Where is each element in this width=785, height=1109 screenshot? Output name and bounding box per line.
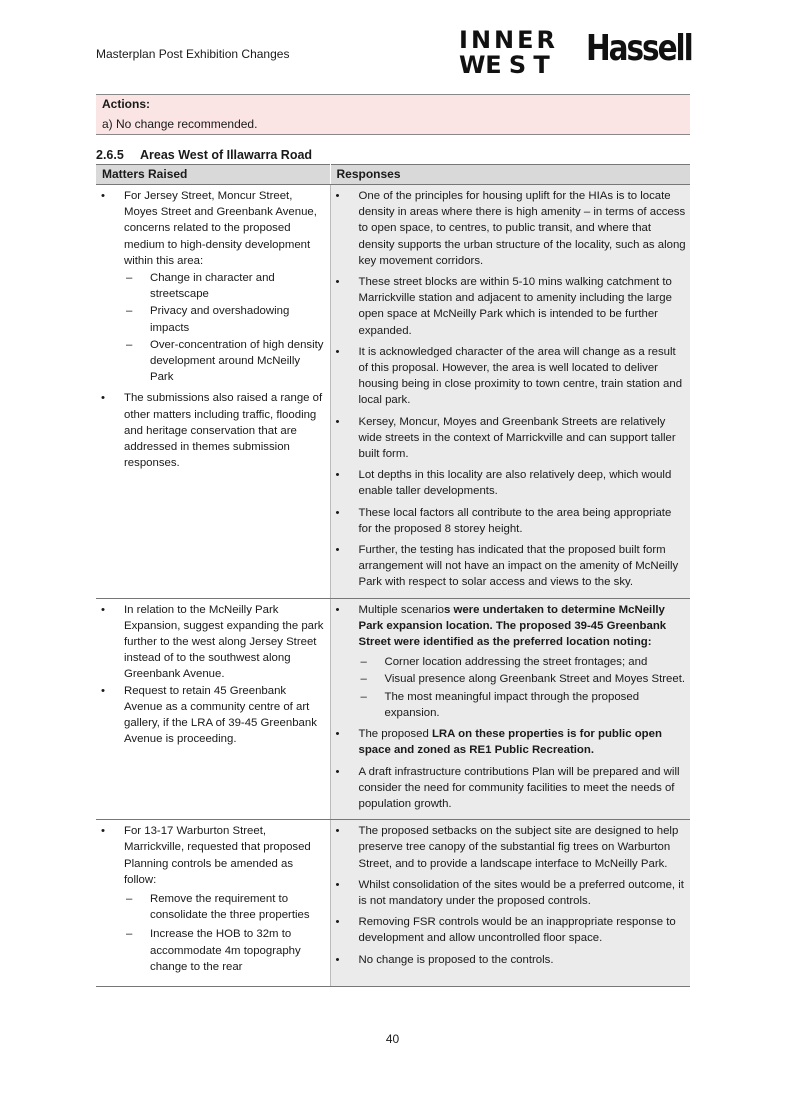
logo-letter: T bbox=[533, 51, 550, 79]
matter-subitem: ‒ Remove the requirement to consolidate the three properties bbox=[96, 891, 326, 923]
response-item: • One of the principles for housing uplift for the HIAs is to locate density in areas where there is high amenity – in terms of access to open space, to centres, to public transit, and where that density supports the urban structure of the locality, such as along key movement corridors. bbox=[331, 188, 687, 269]
table-header-row bbox=[96, 165, 690, 185]
response-item: • These street blocks are within 5-10 mins walking catchment to Marrickville station and adjacent to amenity including the large open space at McNeilly Park which is intended to be further expanded. bbox=[331, 274, 687, 339]
logo-letter: W bbox=[459, 51, 486, 79]
logo-letter: R bbox=[536, 26, 556, 54]
section-number: 2.6.5 bbox=[96, 148, 124, 162]
response-subitems bbox=[359, 654, 687, 721]
matter-item: • In relation to the McNeilly Park Expansion, suggest expanding the park further to the west along Jersey Street instead of to the southwest along Greenbank Avenue. bbox=[96, 602, 326, 683]
response-bold-text: s were undertaken to determine McNeilly Park expansion location. The proposed 39-45 Greenbank Street were identified as the preferred location noting: bbox=[358, 603, 667, 649]
response-subitem: – Corner location addressing the street frontages; and bbox=[331, 654, 687, 670]
response-text: The proposed bbox=[358, 728, 432, 741]
response-item: • Removing FSR controls would be an inappropriate response to development and allow uncontrolled floor space. bbox=[331, 914, 687, 946]
hassell-logo: Hassell bbox=[586, 28, 692, 69]
matter-item: • Request to retain 45 Greenbank Avenue as a community centre of art gallery, if the LRA of 39-45 Greenbank Avenue is proceeding. bbox=[96, 683, 326, 748]
actions-box bbox=[96, 94, 690, 135]
response-item: • Whilst consolidation of the sites would be a preferred outcome, it is not mandatory under the proposed controls. bbox=[331, 877, 687, 909]
matter-text: For Jersey Street, Moncur Street, Moyes Street and Greenbank Avenue, concerns related to the proposed medium to high-density development within this area: bbox=[124, 190, 317, 267]
response-item: • Further, the testing has indicated that the proposed built form arrangement will not have an impact on the amenity of McNeilly Park with respect to solar access and views to the sky. bbox=[331, 542, 687, 591]
document-header-title: Masterplan Post Exhibition Changes bbox=[96, 47, 290, 61]
logo-letter: E bbox=[517, 26, 534, 54]
response-item bbox=[331, 602, 687, 721]
matter-subitems bbox=[124, 891, 326, 975]
matters-responses-table bbox=[96, 164, 690, 987]
section-heading bbox=[96, 148, 312, 162]
response-item: • These local factors all contribute to the area being appropriate for the proposed 8 storey height. bbox=[331, 505, 687, 537]
table-row bbox=[96, 598, 690, 819]
matter-item bbox=[96, 188, 326, 385]
response-subitem: – The most meaningful impact through the proposed expansion. bbox=[331, 689, 687, 721]
logo-letter: E bbox=[485, 51, 502, 79]
matter-subitem: – Privacy and overshadowing impacts bbox=[96, 303, 326, 335]
response-bold-text: LRA on these properties is for public open space and zoned as RE1 Public Recreation. bbox=[358, 728, 662, 757]
responses-cell bbox=[330, 185, 690, 599]
column-header-matters: Matters Raised bbox=[96, 165, 330, 185]
table-row bbox=[96, 820, 690, 987]
response-item: • Kersey, Moncur, Moyes and Greenbank Streets are relatively wide streets in the context of Marrickville and can support taller built form. bbox=[331, 414, 687, 463]
matter-item: • The submissions also raised a range of other matters including traffic, flooding and heritage conservation that are addressed in themes submission responses. bbox=[96, 390, 326, 471]
response-text: Multiple scenario bbox=[358, 603, 444, 616]
response-item: • A draft infrastructure contributions Plan will be prepared and will consider the need for community facilities to meet the needs of population growth. bbox=[331, 764, 687, 813]
matter-subitem: ‒ Increase the HOB to 32m to accommodate 4m topography change to the rear bbox=[96, 926, 326, 975]
matters-cell bbox=[96, 820, 330, 987]
page-number: 40 bbox=[385, 1032, 400, 1046]
table-row bbox=[96, 185, 690, 599]
response-subitem: – Visual presence along Greenbank Street and Moyes Street. bbox=[331, 671, 687, 687]
matter-subitem: – Change in character and streetscape bbox=[96, 270, 326, 302]
matter-subitem: – Over-concentration of high density development around McNeilly Park bbox=[96, 337, 326, 386]
response-item: • It is acknowledged character of the area will change as a result of this proposal. However, the area is well located to deliver housing being in close proximity to town centre, train station and local park. bbox=[331, 344, 687, 409]
matters-cell bbox=[96, 185, 330, 599]
matter-text: For 13-17 Warburton Street, Marrickville, requested that proposed Planning controls be amended as follow: bbox=[124, 825, 311, 886]
response-item bbox=[331, 726, 687, 758]
logo-letter: N bbox=[470, 26, 492, 54]
responses-cell bbox=[330, 820, 690, 987]
logo-letter: I bbox=[459, 26, 468, 54]
logo-letter: S bbox=[508, 51, 527, 79]
response-item: • Lot depths in this locality are also relatively deep, which would enable taller developments. bbox=[331, 467, 687, 499]
response-item: • The proposed setbacks on the subject site are designed to help preserve tree canopy of the substantial fig trees on Warburton Street, and to provide a landscape interface to McNeilly Park. bbox=[331, 823, 687, 872]
column-header-responses: Responses bbox=[330, 165, 690, 185]
section-title: Areas West of Illawarra Road bbox=[140, 148, 313, 162]
matter-subitems bbox=[124, 270, 326, 385]
logo-letter: N bbox=[494, 26, 515, 54]
responses-cell bbox=[330, 598, 690, 819]
response-item: • No change is proposed to the controls. bbox=[331, 952, 687, 968]
inner-west-logo bbox=[459, 28, 555, 80]
matter-item bbox=[96, 823, 326, 975]
matters-cell bbox=[96, 598, 330, 819]
actions-heading: Actions: bbox=[102, 97, 150, 111]
actions-text: a) No change recommended. bbox=[102, 117, 258, 131]
